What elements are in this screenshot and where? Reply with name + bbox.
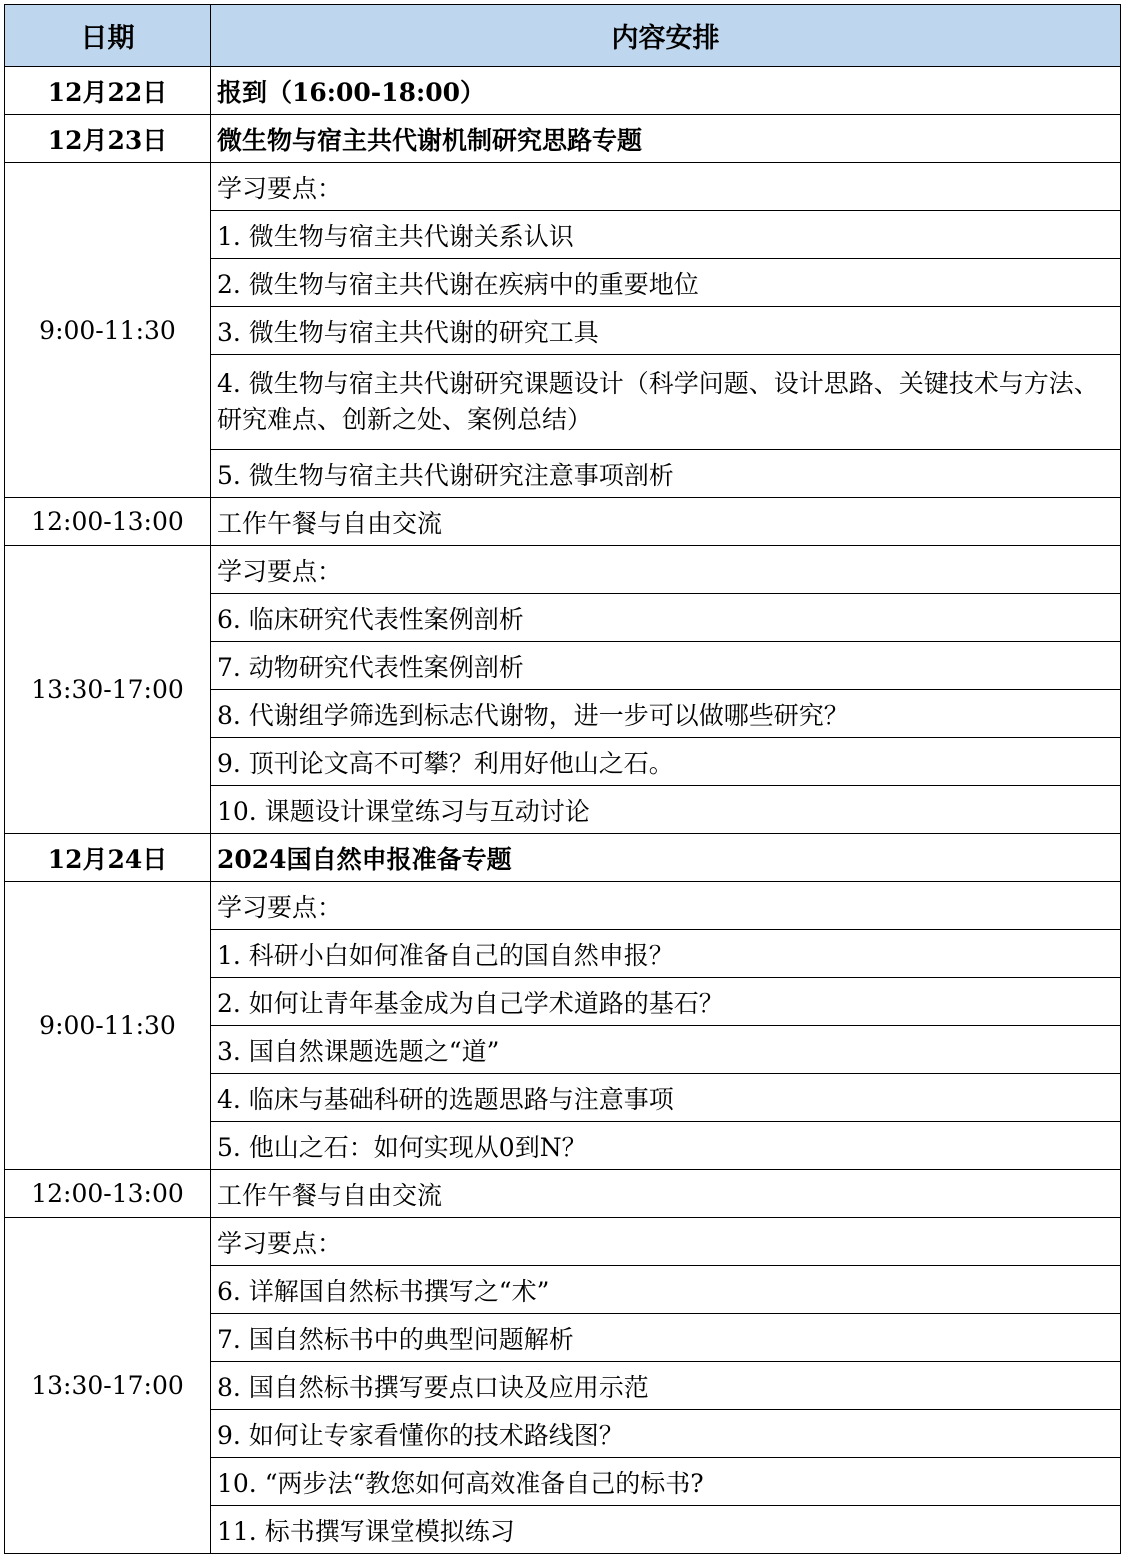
session-time: 13:30-17:00 [5, 1218, 211, 1554]
session-time: 12:00-13:00 [5, 498, 211, 546]
list-item: 9. 顶刊论文高不可攀？利用好他山之石。 [211, 738, 1121, 786]
list-item: 6. 临床研究代表性案例剖析 [211, 594, 1121, 642]
list-item: 学习要点： [211, 882, 1121, 930]
header-row [5, 5, 1121, 67]
session-time: 9:00-11:30 [5, 882, 211, 1170]
date-column-header: 日期 [5, 5, 211, 67]
table-row [5, 882, 1121, 930]
list-item: 学习要点： [211, 163, 1121, 211]
list-item: 10. 课题设计课堂练习与互动讨论 [211, 786, 1121, 834]
day-topic: 微生物与宿主共代谢机制研究思路专题 [211, 115, 1121, 163]
lunch-row [5, 1170, 1121, 1218]
day-date: 12月23日 [5, 115, 211, 163]
list-item: 4. 微生物与宿主共代谢研究课题设计（科学问题、设计思路、关键技术与方法、研究难点、创新之处、案例总结） [211, 355, 1121, 450]
day-topic: 2024国自然申报准备专题 [211, 834, 1121, 882]
table-row [5, 1218, 1121, 1266]
session-time: 9:00-11:30 [5, 163, 211, 498]
day-row [5, 115, 1121, 163]
list-item: 6. 详解国自然标书撰写之“术” [211, 1266, 1121, 1314]
list-item: 2. 微生物与宿主共代谢在疾病中的重要地位 [211, 259, 1121, 307]
list-item: 学习要点： [211, 1218, 1121, 1266]
list-item: 10. “两步法“教您如何高效准备自己的标书? [211, 1458, 1121, 1506]
day-date: 12月22日 [5, 67, 211, 115]
session-time: 12:00-13:00 [5, 1170, 211, 1218]
list-item: 9. 如何让专家看懂你的技术路线图？ [211, 1410, 1121, 1458]
table-row [5, 546, 1121, 594]
list-item: 5. 他山之石：如何实现从0到N？ [211, 1122, 1121, 1170]
list-item: 1. 微生物与宿主共代谢关系认识 [211, 211, 1121, 259]
day-date: 12月24日 [5, 834, 211, 882]
list-item: 8. 代谢组学筛选到标志代谢物，进一步可以做哪些研究？ [211, 690, 1121, 738]
lunch-text: 工作午餐与自由交流 [211, 1170, 1121, 1218]
list-item: 学习要点： [211, 546, 1121, 594]
schedule-table [4, 4, 1121, 1554]
day-topic: 报到（16:00-18:00） [211, 67, 1121, 115]
lunch-row [5, 498, 1121, 546]
list-item: 5. 微生物与宿主共代谢研究注意事项剖析 [211, 450, 1121, 498]
table-row [5, 163, 1121, 211]
list-item: 3. 微生物与宿主共代谢的研究工具 [211, 307, 1121, 355]
list-item: 1. 科研小白如何准备自己的国自然申报？ [211, 930, 1121, 978]
session-time: 13:30-17:00 [5, 546, 211, 834]
list-item: 3. 国自然课题选题之“道” [211, 1026, 1121, 1074]
list-item: 11. 标书撰写课堂模拟练习 [211, 1506, 1121, 1554]
list-item: 8. 国自然标书撰写要点口诀及应用示范 [211, 1362, 1121, 1410]
day-row [5, 67, 1121, 115]
list-item: 2. 如何让青年基金成为自己学术道路的基石？ [211, 978, 1121, 1026]
day-row [5, 834, 1121, 882]
list-item: 7. 国自然标书中的典型问题解析 [211, 1314, 1121, 1362]
lunch-text: 工作午餐与自由交流 [211, 498, 1121, 546]
list-item: 7. 动物研究代表性案例剖析 [211, 642, 1121, 690]
list-item: 4. 临床与基础科研的选题思路与注意事项 [211, 1074, 1121, 1122]
content-column-header: 内容安排 [211, 5, 1121, 67]
